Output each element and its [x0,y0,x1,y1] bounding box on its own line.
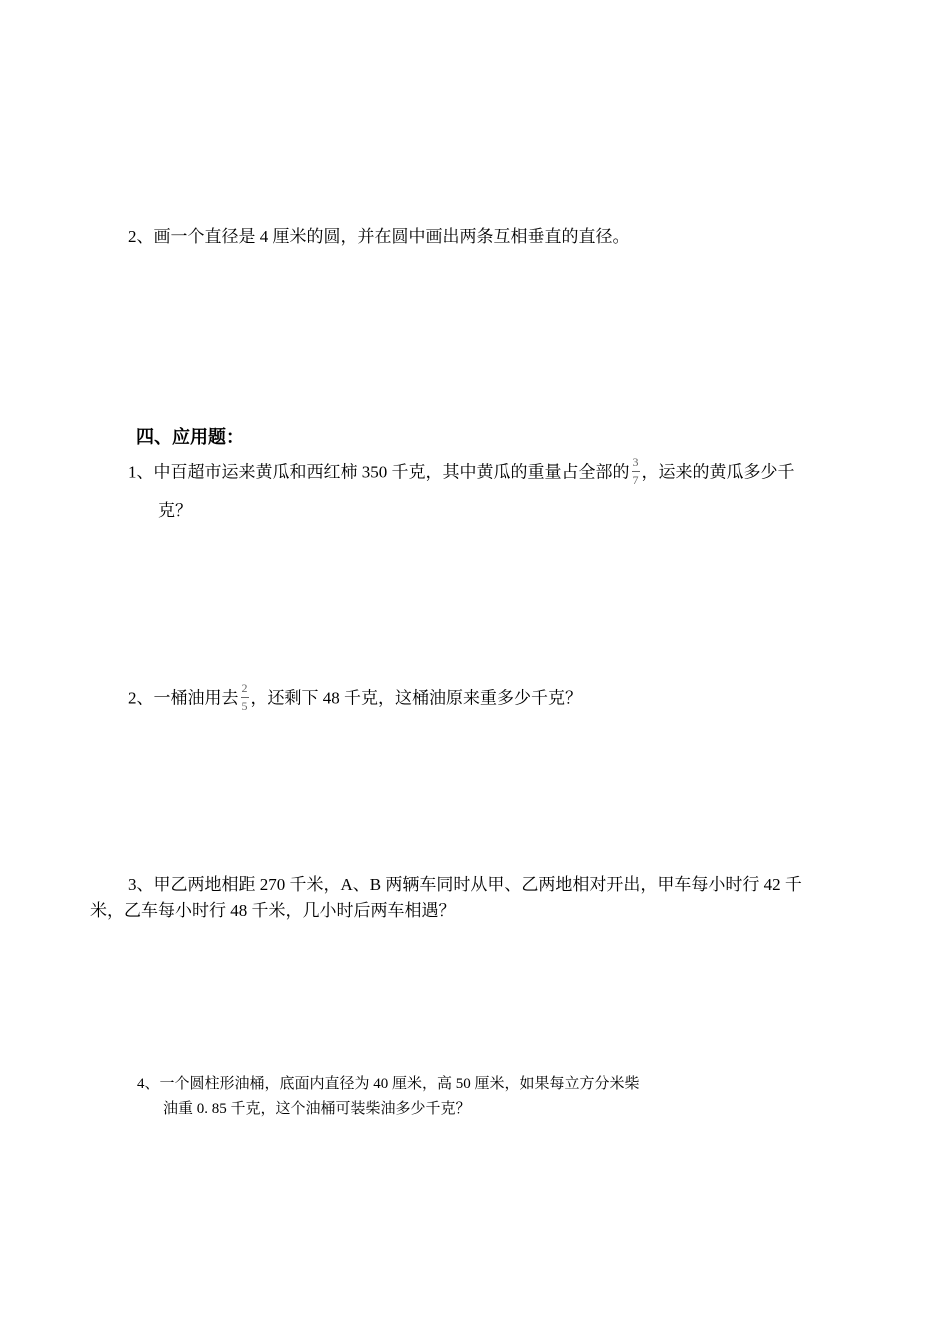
problem-3-line-2: 米，乙车每小时行 48 千米，几小时后两车相遇？ [90,901,456,920]
problem-3-line-1: 3、甲乙两地相距 270 千米，A、B 两辆车同时从甲、乙两地相对开出，甲车每小时行 42 千 [128,875,802,894]
problem-2-text-end: ，还剩下 48 千克，这桶油原来重多少千克？ [250,688,582,708]
problem-4-line-2: 油重 0. 85 千克，这个油桶可装柴油多少千克？ [163,1101,471,1117]
problem-1-text-end: ，运来的黄瓜多少千 [641,462,795,482]
problem-2 [128,681,582,715]
problem-1-text: 1、中百超市运来黄瓜和西红柿 350 千克，其中黄瓜的重量占全部的 [128,462,630,482]
problem-2-text: 2、一桶油用去 [128,688,239,708]
fraction-3-7: $\frac{3}{7}$ [632,455,639,487]
problem-4-line-1: 4、一个圆柱形油桶，底面内直径为 40 厘米，高 50 厘米，如果每立方分米柴 [137,1076,640,1092]
question-draw-circle: 2、画一个直径是 4 厘米的圆，并在圆中画出两条互相垂直的直径。 [128,227,630,246]
fraction-2-5: $\frac{2}{5}$ [241,681,248,713]
section-heading: 四、应用题： [136,427,244,448]
problem-1 [128,455,795,489]
problem-1-continuation: 克？ [158,501,192,520]
